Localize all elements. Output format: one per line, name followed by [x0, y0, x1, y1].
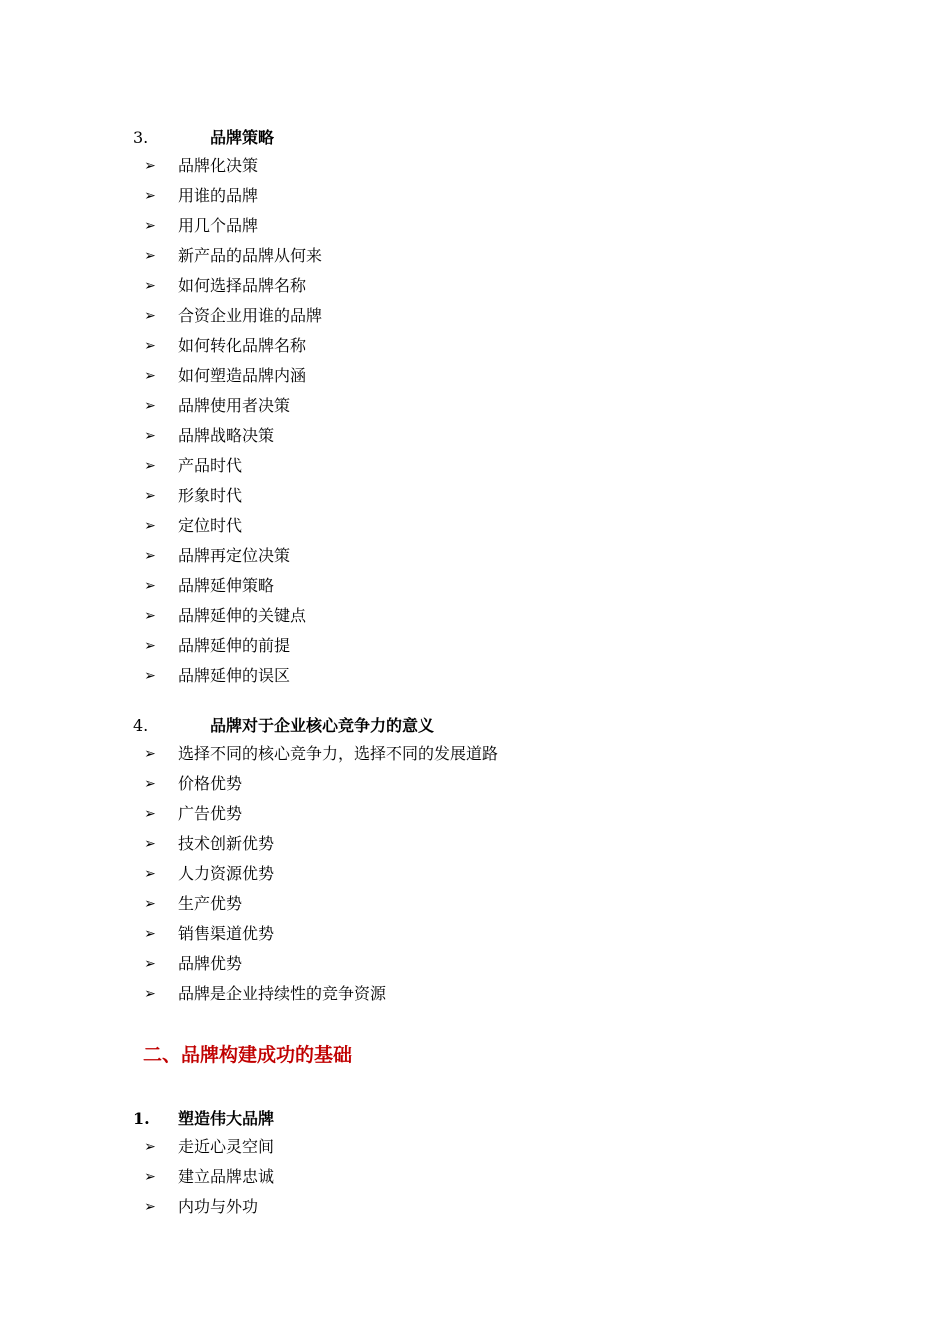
list-item-label: 走近心灵空间: [178, 1137, 275, 1156]
section-title: 塑造伟大品牌: [178, 1109, 275, 1128]
chapter-heading: 二、品牌构建成功的基础: [143, 1044, 353, 1066]
arrow-bullet-icon: ➢: [144, 398, 156, 414]
section-heading: [0, 125, 950, 151]
arrow-bullet-icon: ➢: [144, 338, 156, 354]
arrow-bullet-icon: ➢: [144, 668, 156, 684]
list-item-label: 销售渠道优势: [178, 924, 275, 943]
list-item-label: 品牌延伸的关键点: [178, 606, 307, 625]
arrow-bullet-icon: ➢: [144, 278, 156, 294]
arrow-bullet-icon: ➢: [144, 218, 156, 234]
list-item-label: 如何塑造品牌内涵: [178, 366, 307, 385]
list-item: [0, 889, 950, 919]
list-item: [0, 181, 950, 211]
list-item: [0, 481, 950, 511]
section-4: [0, 713, 950, 1009]
list-item-label: 建立品牌忠诚: [178, 1167, 275, 1186]
list-item-label: 定位时代: [178, 516, 243, 535]
list-item: [0, 391, 950, 421]
list-item-label: 产品时代: [178, 456, 243, 475]
arrow-bullet-icon: ➢: [144, 158, 156, 174]
section-title: 品牌策略: [210, 128, 275, 147]
arrow-bullet-icon: ➢: [144, 308, 156, 324]
list-item-label: 价格优势: [178, 774, 243, 793]
list-item: [0, 301, 950, 331]
arrow-bullet-icon: ➢: [144, 458, 156, 474]
list-item: [0, 799, 950, 829]
list-item-label: 用谁的品牌: [178, 186, 259, 205]
list-item: [0, 661, 950, 691]
list-item: [0, 211, 950, 241]
list-item: [0, 829, 950, 859]
list-item: [0, 1162, 950, 1192]
arrow-bullet-icon: ➢: [144, 1139, 156, 1155]
list-item: [0, 979, 950, 1009]
arrow-bullet-icon: ➢: [144, 956, 156, 972]
section-number: 4.: [133, 716, 149, 735]
section-number: 1.: [133, 1109, 150, 1128]
list-item-label: 广告优势: [178, 804, 243, 823]
arrow-bullet-icon: ➢: [144, 866, 156, 882]
list-item-label: 形象时代: [178, 486, 243, 505]
list-item: [0, 769, 950, 799]
list-item: [0, 601, 950, 631]
arrow-bullet-icon: ➢: [144, 578, 156, 594]
arrow-bullet-icon: ➢: [144, 188, 156, 204]
arrow-bullet-icon: ➢: [144, 896, 156, 912]
arrow-bullet-icon: ➢: [144, 836, 156, 852]
list-item: [0, 271, 950, 301]
list-item-label: 合资企业用谁的品牌: [178, 306, 323, 325]
list-item-label: 如何选择品牌名称: [178, 276, 307, 295]
list-item: [0, 1192, 950, 1222]
arrow-bullet-icon: ➢: [144, 746, 156, 762]
list-item-label: 品牌化决策: [178, 156, 259, 175]
arrow-bullet-icon: ➢: [144, 548, 156, 564]
list-item: [0, 361, 950, 391]
list-item-label: 人力资源优势: [178, 864, 275, 883]
arrow-bullet-icon: ➢: [144, 428, 156, 444]
list-item: [0, 571, 950, 601]
list-item-label: 选择不同的核心竞争力，选择不同的发展道路: [178, 744, 499, 763]
arrow-bullet-icon: ➢: [144, 248, 156, 264]
bullet-list: [0, 739, 950, 1009]
section-1: [0, 1106, 950, 1222]
list-item: [0, 541, 950, 571]
list-item: [0, 1132, 950, 1162]
arrow-bullet-icon: ➢: [144, 806, 156, 822]
list-item: [0, 511, 950, 541]
list-item: [0, 241, 950, 271]
arrow-bullet-icon: ➢: [144, 608, 156, 624]
arrow-bullet-icon: ➢: [144, 1169, 156, 1185]
list-item-label: 品牌延伸策略: [178, 576, 275, 595]
list-item-label: 品牌延伸的前提: [178, 636, 291, 655]
list-item: [0, 451, 950, 481]
list-item-label: 品牌再定位决策: [178, 546, 291, 565]
list-item-label: 品牌是企业持续性的竞争资源: [178, 984, 387, 1003]
list-item: [0, 631, 950, 661]
arrow-bullet-icon: ➢: [144, 518, 156, 534]
arrow-bullet-icon: ➢: [144, 986, 156, 1002]
list-item-label: 如何转化品牌名称: [178, 336, 307, 355]
arrow-bullet-icon: ➢: [144, 1199, 156, 1215]
list-item-label: 技术创新优势: [178, 834, 275, 853]
list-item-label: 品牌延伸的误区: [178, 666, 291, 685]
list-item: [0, 331, 950, 361]
list-item: [0, 859, 950, 889]
list-item-label: 品牌战略决策: [178, 426, 275, 445]
section-heading: [0, 1106, 950, 1132]
section-title: 品牌对于企业核心竞争力的意义: [210, 716, 435, 735]
arrow-bullet-icon: ➢: [144, 926, 156, 942]
list-item: [0, 739, 950, 769]
list-item: [0, 421, 950, 451]
section-number: 3.: [133, 128, 149, 147]
arrow-bullet-icon: ➢: [144, 776, 156, 792]
bullet-list: [0, 1132, 950, 1222]
arrow-bullet-icon: ➢: [144, 488, 156, 504]
section-heading: [0, 713, 950, 739]
arrow-bullet-icon: ➢: [144, 368, 156, 384]
list-item-label: 品牌优势: [178, 954, 243, 973]
list-item: [0, 151, 950, 181]
arrow-bullet-icon: ➢: [144, 638, 156, 654]
list-item-label: 内功与外功: [178, 1197, 259, 1216]
list-item: [0, 949, 950, 979]
list-item-label: 用几个品牌: [178, 216, 259, 235]
list-item: [0, 919, 950, 949]
list-item-label: 品牌使用者决策: [178, 396, 291, 415]
list-item-label: 生产优势: [178, 894, 243, 913]
section-3: [0, 125, 950, 691]
list-item-label: 新产品的品牌从何来: [178, 246, 323, 265]
bullet-list: [0, 151, 950, 691]
